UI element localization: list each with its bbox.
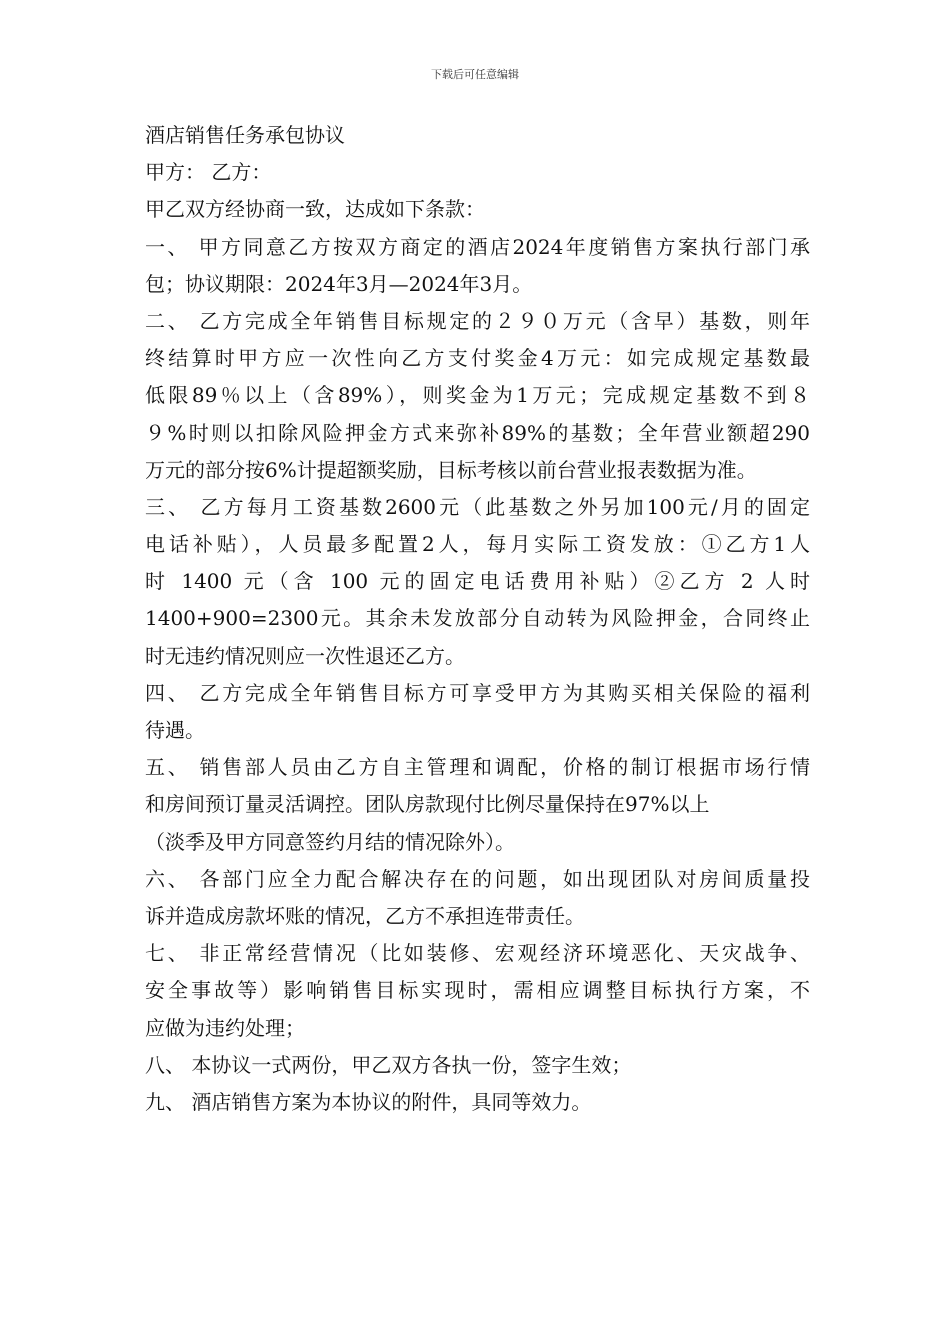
clause-3-line-4: 1400+900=2300元。其余未发放部分自动转为风险押金，合同终止: [145, 606, 810, 631]
clause-3-line-1: 三、 乙方每月工资基数2600元（此基数之外另加100元/月的固定: [145, 494, 810, 519]
document-body: [145, 117, 810, 1121]
page-header-note: 下载后可任意编辑: [431, 68, 519, 81]
clause-4-line-2: 待遇。: [145, 718, 205, 742]
clause-9-line-1: 九、 酒店销售方案为本协议的附件，具同等效力。: [145, 1089, 592, 1114]
clause-2-line-2: 终结算时甲方应一次性向乙方支付奖金4万元：如完成规定基数最: [145, 346, 810, 371]
clause-7-line-3: 应做为违约处理；: [145, 1015, 305, 1040]
clause-5-line-3: （淡季及甲方同意签约月结的情况除外）。: [145, 829, 515, 854]
clause-5-line-1: 五、 销售部人员由乙方自主管理和调配，价格的制订根据市场行情: [145, 755, 810, 780]
clause-6-line-2: 诉并造成房款坏账的情况，乙方不承担连带责任。: [145, 903, 585, 928]
clause-7-line-2: 安全事故等）影响销售目标实现时，需相应调整目标执行方案，不: [145, 978, 810, 1003]
clause-3-line-5: 时无违约情况则应一次性退还乙方。: [145, 643, 465, 668]
clause-2-line-1: 二、 乙方完成全年销售目标规定的２９０万元（含早）基数，则年: [145, 308, 810, 333]
document-title: 酒店销售任务承包协议: [145, 123, 345, 147]
clause-2-line-3: 低限89％以上（含89%），则奖金为1万元；完成规定基数不到８: [145, 383, 810, 408]
intro-line: 甲乙双方经协商一致，达成如下条款：: [145, 197, 485, 222]
clause-8-line-1: 八、 本协议一式两份，甲乙双方各执一份，签字生效；: [145, 1052, 632, 1077]
clause-6-line-1: 六、 各部门应全力配合解决存在的问题，如出现团队对房间质量投: [145, 866, 810, 891]
clause-3-line-2: 电话补贴），人员最多配置2人，每月实际工资发放：①乙方1人: [145, 532, 810, 557]
clause-7-line-1: 七、 非正常经营情况（比如装修、宏观经济环境恶化、天灾战争、: [145, 941, 810, 966]
clause-5-line-2: 和房间预订量灵活调控。团队房款现付比例尽量保持在97%以上: [145, 792, 710, 817]
clause-1-line-2: 包；协议期限：2024年3月—2024年3月。: [145, 271, 533, 296]
clause-2-line-5: 万元的部分按6%计提超额奖励，目标考核以前台营业报表数据为准。: [145, 457, 757, 482]
clause-3-line-3: 时 1400 元（含 100 元的固定电话费用补贴）②乙方 2 人时: [145, 569, 810, 594]
clause-4-line-1: 四、 乙方完成全年销售目标方可享受甲方为其购买相关保险的福利: [145, 680, 810, 705]
parties-line: 甲方： 乙方：: [145, 160, 272, 185]
clause-2-line-4: ９%时则以扣除风险押金方式来弥补89%的基数；全年营业额超290: [145, 420, 810, 445]
clause-1-line-1: 一、 甲方同意乙方按双方商定的酒店2024年度销售方案执行部门承: [145, 234, 810, 259]
